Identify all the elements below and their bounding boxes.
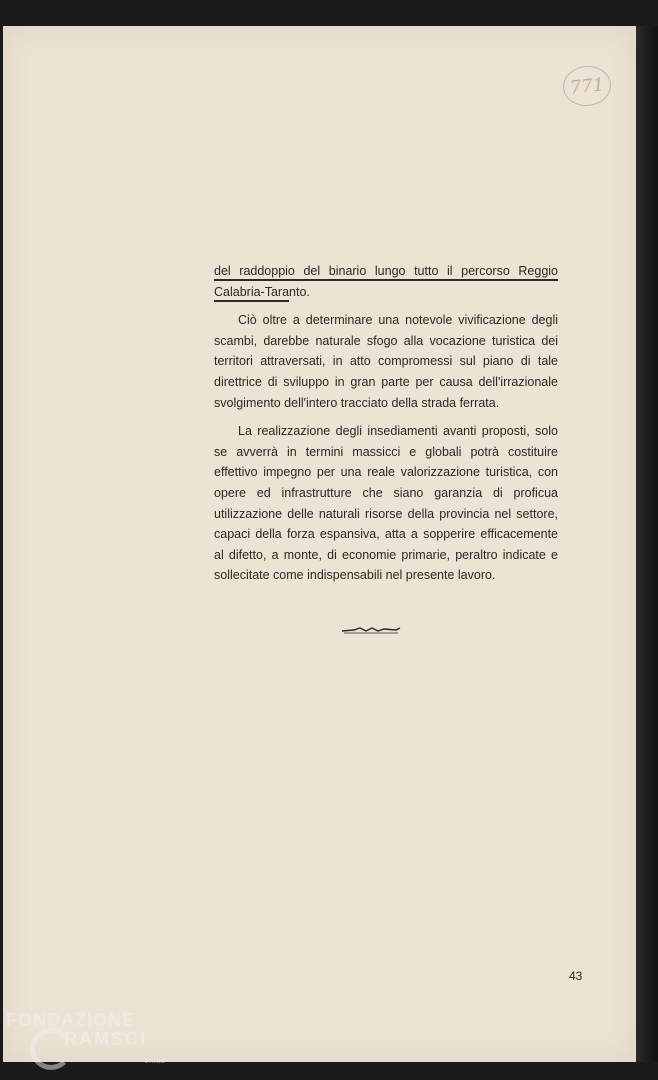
underline-rule: [214, 300, 289, 302]
page-number: 43: [569, 969, 583, 983]
paragraph-2: La realizzazione degli insediamenti avanti proposti, solo se avverrà in termini massicci e globali potrà costituire effettivo impegno per una reale valorizzazione turistica, con opere ed infrastrutture che siano garanzia di proficua utilizzazione delle naturali risorse della provincia nel settore, capaci della forza espansiva, atta a sopperire efficacemente al difetto, a monte, di economie primarie, peraltro indicate e sollecitate come indispensabili nel presente lavoro.: [214, 424, 558, 583]
watermark-line-2: RAMSCI: [64, 1029, 147, 1049]
paragraph-1: Ciò oltre a determinare una notevole vivificazione degli scambi, darebbe naturale sfogo alla vocazione turistica dei territori attraversati, in atto compromessi sul piano di tale direttrice di sviluppo in gran parte per causa dell'irrazionale svolgimento dell'intero tracciato della strada ferrata.: [214, 313, 558, 410]
continued-paragraph-text: del raddoppio del binario lungo tutto il percorso Reggio Calabria-Taranto.: [214, 264, 558, 299]
continued-paragraph: [214, 261, 558, 302]
page-edge-shadow: [636, 26, 658, 1062]
gramsci-g-logo-icon: [30, 1028, 72, 1070]
body-text: [214, 261, 558, 586]
fondazione-gramsci-watermark: [6, 1010, 176, 1065]
section-end-ornament: [340, 624, 402, 636]
archive-number: 771: [568, 73, 606, 99]
watermark-line-1: FONDAZIONE: [6, 1010, 135, 1030]
watermark-sub: onlus: [144, 1056, 166, 1065]
underline-rule: [214, 279, 558, 281]
